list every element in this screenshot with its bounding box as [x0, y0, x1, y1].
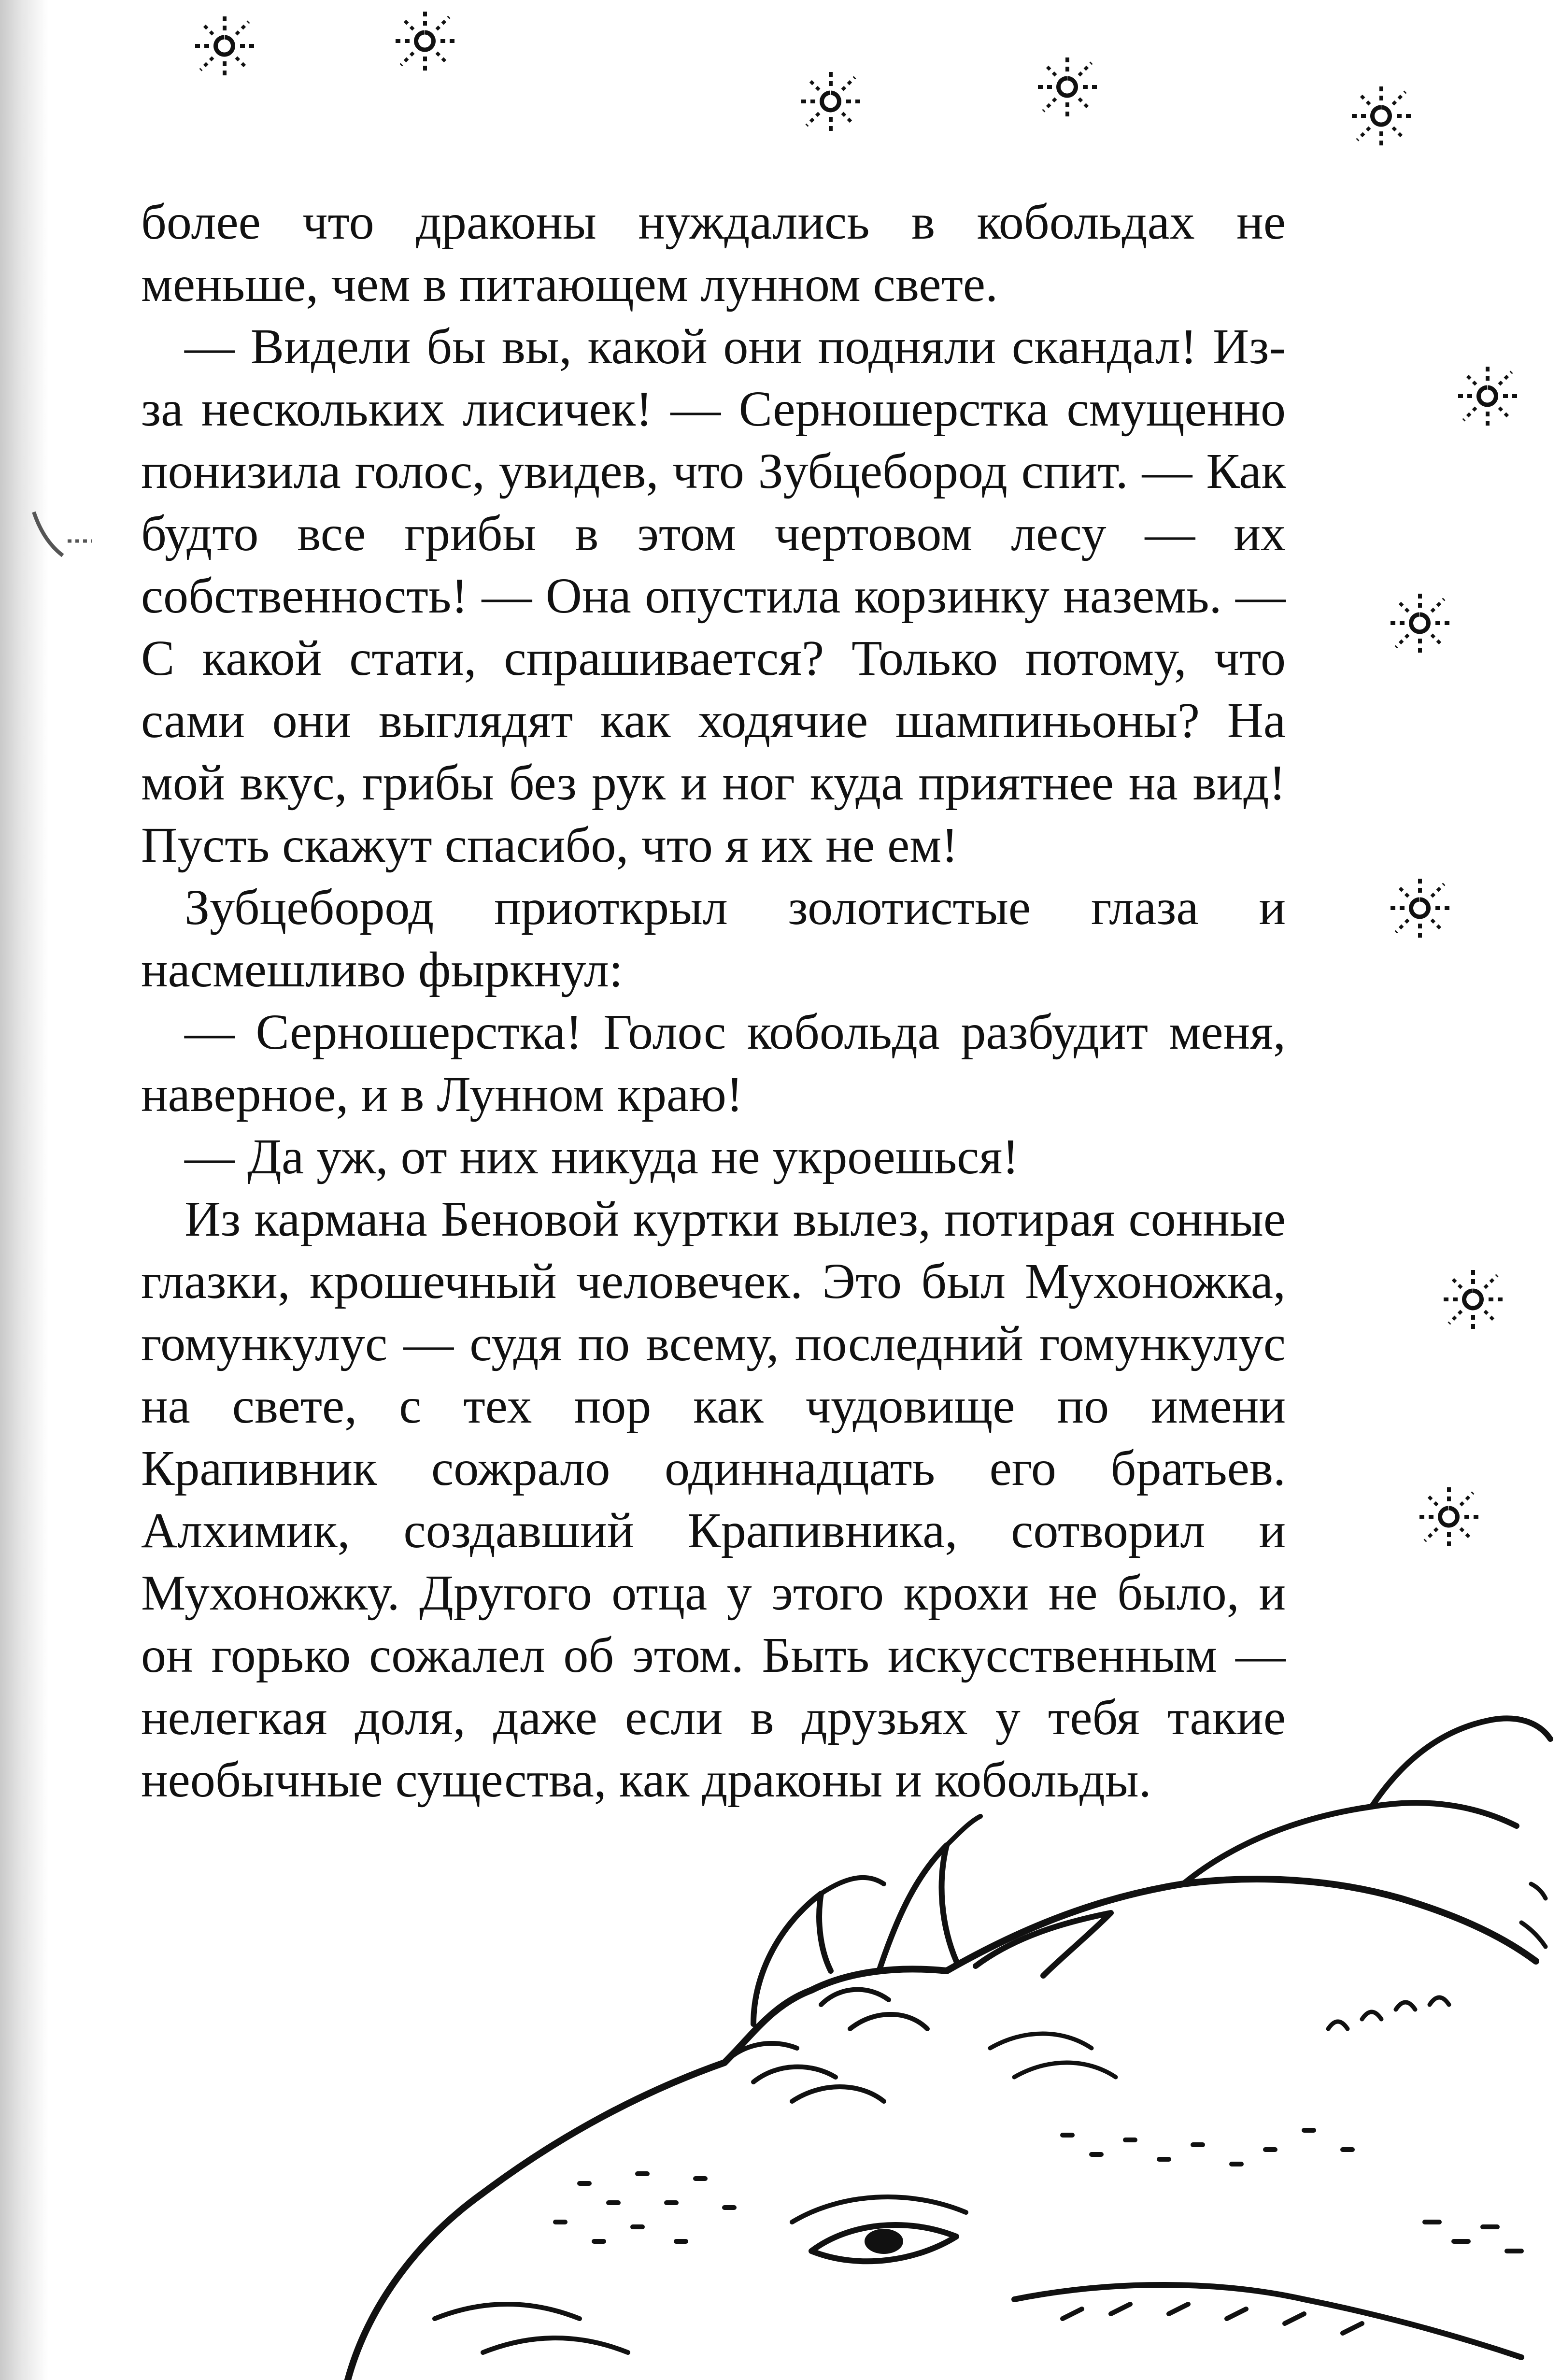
paragraph-3: Зубцебород приоткрыл золотистые глаза и насмешливо фыркнул: [141, 880, 1286, 998]
paragraph-1: более что драконы нуждались в кобольдах не меньше, чем в питающем лунном свете. [141, 194, 1286, 312]
paragraph-2: — Видели бы вы, какой они подняли скандал! Из-за нескольких лисичек! — Серношерстка смущенно понизила голос, увидев, что Зубцебород спит. — Как будто все грибы в этом чертовом лесу — их собственность! — Она опустила корзинку наземь. — С какой стати, спрашивается? Только потому, что сами они выглядят как ходячие шампиньоны? На мой вкус, грибы без рук и ног куда приятнее на вид! Пусть скажут спасибо, что я их не ем! [141, 319, 1286, 873]
paragraph-6: Из кармана Беновой куртки вылез, потирая сонные глазки, крошечный человечек. Это был Мухоножка, гомункулус — судя по всему, последний гомункулус на свете, с тех пор как чудовище по имени Крапивник сожрало одиннадцать его братьев. Алхимик, создавший Крапивника, сотворил и Мухоножку. Другого отца у этого крохи не было, и он горько сожалел об этом. Быть искусственным — нелегкая доля, даже если в друзьях у тебя такие необычные существа, как драконы и кобольды. [141, 1191, 1286, 1808]
paragraph-4: — Серношерстка! Голос кобольда разбудит меня, наверное, и в Лунном краю! [141, 1004, 1286, 1122]
paragraph-5: — Да уж, от них никуда не укроешься! [184, 1129, 1019, 1184]
